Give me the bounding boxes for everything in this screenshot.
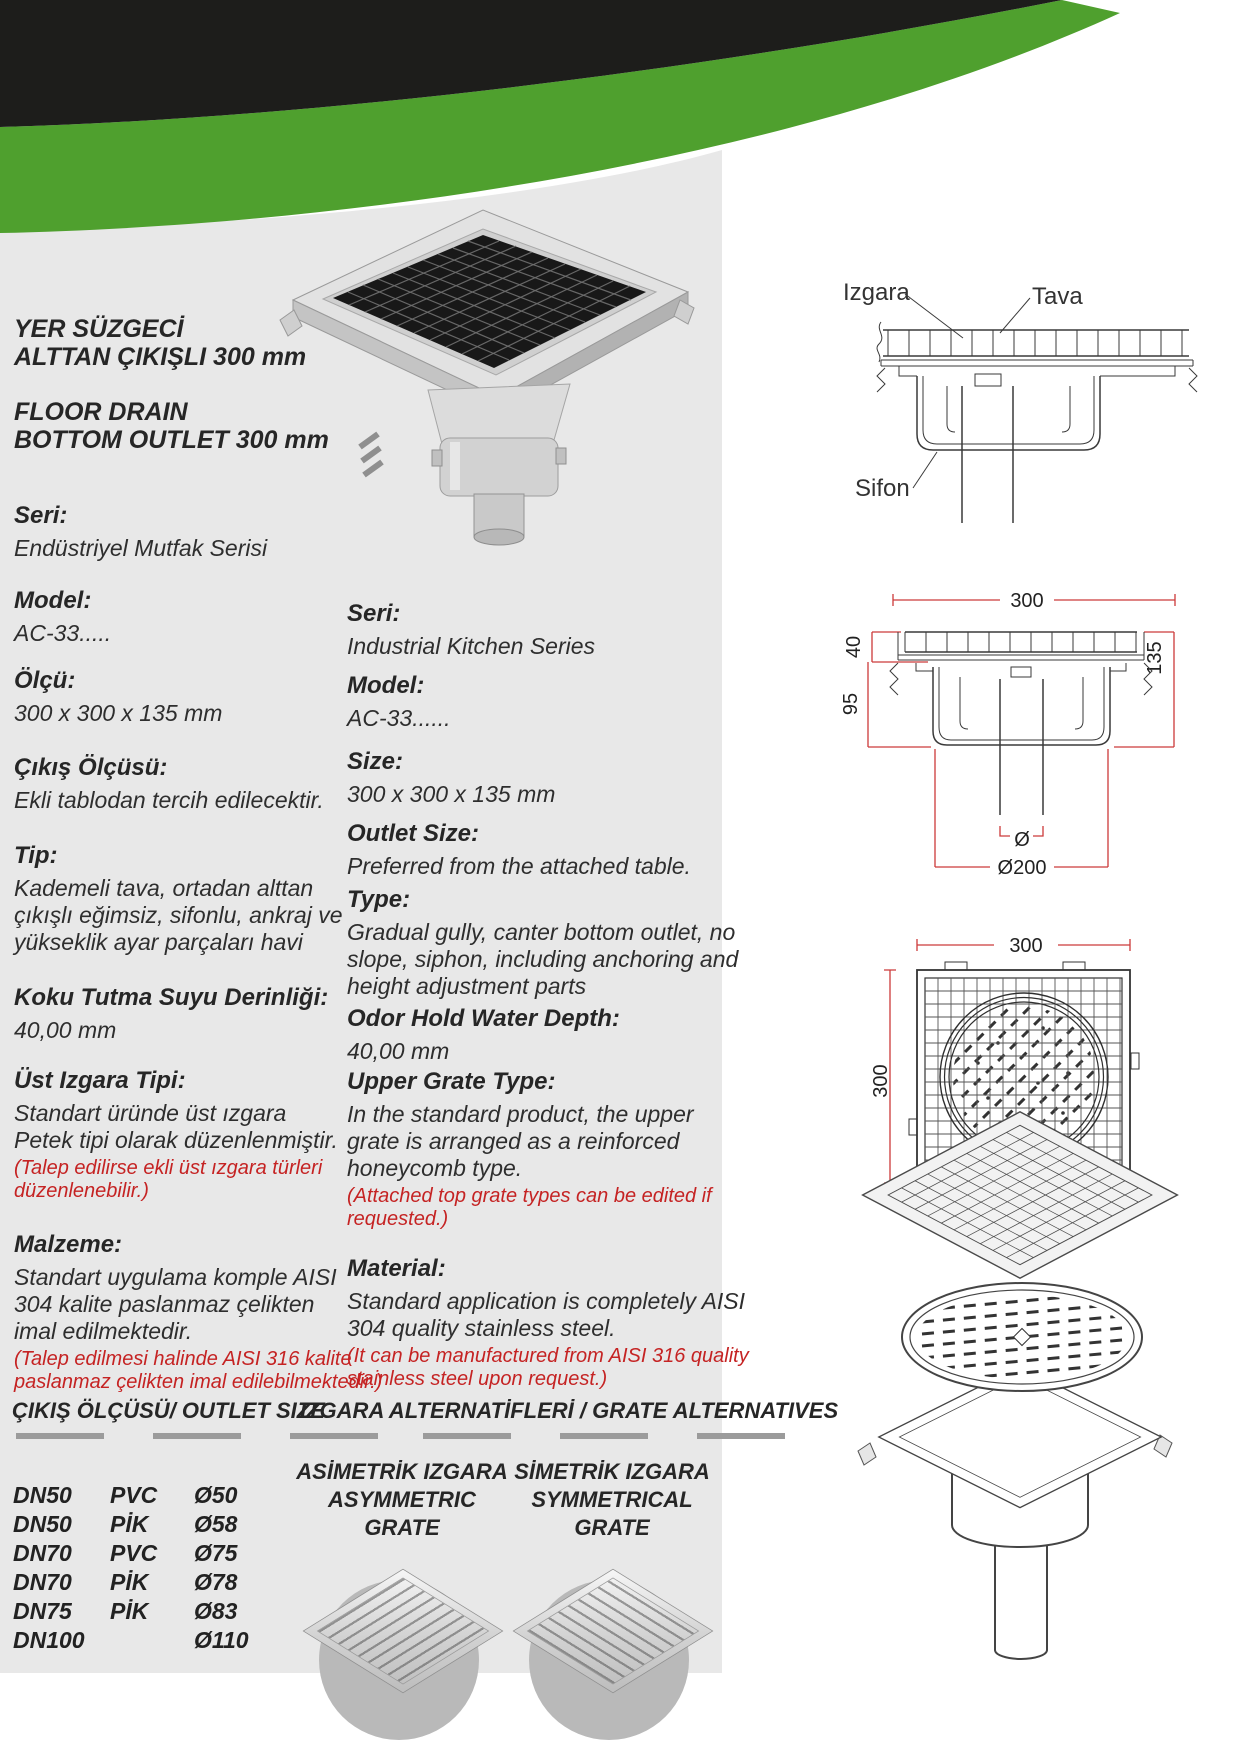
page-title-turkish: YER SÜZGECİ ALTTAN ÇIKIŞLI 300 mm	[14, 315, 307, 371]
spec-title: Seri:	[14, 502, 68, 529]
anchor-hooks	[890, 663, 1152, 695]
spec-body: Standart üründe üst ızgara Petek tipi olarak düzenlenmiştir.	[14, 1100, 338, 1153]
cell-material	[110, 1628, 194, 1657]
cross-section-dimensioned-drawing	[840, 583, 1241, 883]
spec-title: Ölçü:	[14, 667, 76, 694]
dim-plan-height: 300	[870, 1064, 892, 1098]
table-row	[13, 1512, 314, 1541]
spec-body: Preferred from the attached table.	[347, 853, 691, 879]
cell-dn: DN50	[13, 1511, 72, 1537]
cell-diameter: Ø50	[194, 1482, 238, 1508]
dim-total-height: 135	[1144, 641, 1166, 675]
siphon-bell	[947, 386, 1070, 432]
spec-title: Odor Hold Water Depth:	[347, 1005, 620, 1032]
outlet-size-table	[13, 1483, 314, 1657]
spec-note: (Attached top grate types can be edited requested.)	[347, 1185, 697, 1230]
spec-body: 300 x 300 x 135 mm	[347, 781, 556, 807]
spec-body: Endüstriyel Mutfak Serisi	[14, 535, 268, 561]
spec-body: Standard application is completely AISI 304 quality stainless steel.	[347, 1288, 746, 1341]
table-row	[13, 1541, 314, 1570]
spec-section	[347, 673, 697, 735]
spec-body: Standart uygulama komple AISI 304 kalite paslanmaz çelikten imal edilmektedir.	[14, 1264, 337, 1344]
cell-diameter: Ø78	[194, 1569, 238, 1595]
spec-title: Upper Grate Type:	[347, 1068, 556, 1095]
spec-title: Üst Izgara Tipi:	[14, 1067, 186, 1094]
spec-title: Size:	[347, 748, 404, 775]
cell-diameter: Ø83	[194, 1598, 238, 1624]
spec-title: Model:	[14, 587, 92, 614]
cell-dn: DN70	[13, 1569, 72, 1595]
spec-note: (Talep edilmesi halinde AISI 316 kalite paslanmaz çelikten imal edilebilmektedir.)	[14, 1348, 383, 1393]
spec-title: Malzeme:	[14, 1231, 123, 1258]
separator-bar	[560, 1433, 648, 1439]
table-row	[13, 1570, 314, 1599]
grate-image	[307, 1554, 497, 1754]
isometric-exploded-drawing	[790, 1085, 1241, 1725]
spec-section	[347, 1069, 697, 1231]
cell-dn: DN70	[13, 1540, 72, 1566]
spec-section	[347, 1006, 697, 1068]
label-izgara: Izgara	[843, 279, 910, 306]
table-row	[13, 1599, 314, 1628]
grate-name	[296, 1458, 508, 1542]
grate-name-turkish: ASİMETRİK IZGARA	[296, 1459, 508, 1484]
dim-body-height: 95	[840, 692, 862, 716]
cell-material: PİK	[110, 1569, 149, 1595]
spec-section	[14, 755, 364, 817]
spec-body: Ekli tablodan tercih edilecektir.	[14, 787, 324, 813]
cell-material: PİK	[110, 1511, 149, 1537]
grate-alternatives-header: IZGARA ALTERNATİFLERİ / GRATE ALTERNATIVES	[300, 1398, 839, 1423]
spec-body: In the standard product, the upper grate is arranged as a reinforced honeycomb type.	[347, 1101, 694, 1181]
grate-card	[506, 1458, 718, 1754]
spec-title: Model:	[347, 672, 425, 699]
cell-diameter: Ø58	[194, 1511, 238, 1537]
table-row	[13, 1628, 314, 1657]
spec-body: AC-33.....	[14, 620, 112, 646]
grate-plate	[513, 1569, 714, 1694]
table-row	[13, 1483, 314, 1512]
spec-section	[347, 821, 697, 883]
spec-section	[347, 749, 697, 811]
dim-outlet-diameter: Ø	[1014, 829, 1030, 851]
outlet-pipe	[995, 1535, 1047, 1659]
grate-name-turkish: SİMETRİK IZGARA	[514, 1459, 710, 1484]
spec-note: (It can be manufactured from AISI 316 stainless steel upon request.)	[347, 1345, 686, 1390]
spec-section	[14, 503, 364, 565]
cell-material: PVC	[110, 1540, 158, 1566]
break-line	[877, 322, 882, 362]
spec-body: 40,00 mm	[14, 1017, 117, 1043]
spec-body: Kademeli tava, ortadan alttan çıkışlı eğimsiz, sifonlu, ankraj ve yükseklik ayar parçaları havi	[14, 875, 343, 955]
dim-flange-diameter: Ø200	[997, 857, 1047, 879]
outlet-pipe-lines	[962, 386, 1013, 523]
cell-diameter: Ø75	[194, 1540, 238, 1566]
spec-body: AC-33......	[347, 705, 451, 731]
spec-title: Koku Tutma Suyu Derinliği:	[14, 984, 329, 1011]
cross-section-labeled-drawing	[833, 238, 1241, 538]
page-title-english: FLOOR DRAIN BOTTOM OUTLET 300 mm	[14, 398, 329, 454]
separator-bar	[16, 1433, 104, 1439]
spec-body: 40,00 mm	[347, 1038, 450, 1064]
grate-name-english: ASYMMETRIC GRATE	[328, 1487, 476, 1540]
grate-name-english: SYMMETRICAL GRATE	[531, 1487, 693, 1540]
outlet-size-header: ÇIKIŞ ÖLÇÜSÜ/ OUTLET SIZE	[12, 1398, 325, 1423]
dim-plan-width: 300	[1009, 935, 1043, 957]
cell-material: PİK	[110, 1598, 149, 1624]
separator-bar	[290, 1433, 378, 1439]
spec-body: Gradual gully, canter bottom outlet, no slope, siphon, including anchoring height adjustment parts	[347, 919, 736, 999]
grate-bars	[888, 330, 1182, 356]
top-grate	[863, 1112, 1178, 1278]
spec-section	[14, 1231, 383, 1394]
anchor-bracket	[360, 434, 382, 475]
grate-bars	[905, 632, 1136, 652]
cell-diameter: Ø110	[194, 1627, 249, 1653]
spec-title: Seri:	[347, 600, 401, 627]
separator-bar	[423, 1433, 511, 1439]
anchor-hooks	[877, 368, 1197, 392]
label-sifon: Sifon	[855, 475, 910, 502]
spec-title: Tip:	[14, 842, 58, 869]
spec-body: 300 x 300 x 135 mm	[14, 700, 223, 726]
spec-title: Type:	[347, 886, 411, 913]
grate-plate	[303, 1569, 504, 1694]
dim-top-width: 300	[1010, 590, 1044, 612]
cell-dn: DN100	[13, 1627, 85, 1653]
separator-bar	[153, 1433, 241, 1439]
siphon-bell	[960, 677, 1083, 729]
cell-dn: DN50	[13, 1482, 72, 1508]
spec-section	[14, 985, 364, 1047]
spec-section	[347, 886, 736, 1003]
label-tava: Tava	[1032, 283, 1083, 310]
spec-title: Çıkış Ölçüsü:	[14, 754, 168, 781]
spec-section	[14, 843, 364, 959]
spec-body: Industrial Kitchen Series	[347, 633, 596, 659]
outlet-pipe-lines	[1000, 679, 1043, 815]
grate-name	[506, 1458, 718, 1542]
spec-section	[347, 1255, 746, 1391]
spec-section	[14, 1068, 364, 1203]
spec-title: Material:	[347, 1255, 446, 1282]
grate-card	[296, 1458, 508, 1754]
cell-dn: DN75	[13, 1598, 72, 1624]
spec-note: (Talep edilirse ekli üst ızgara türleri düzenlenebilir.)	[14, 1157, 323, 1202]
spec-section	[347, 601, 697, 663]
spec-section	[14, 588, 364, 650]
dim-grate-height: 40	[843, 635, 865, 659]
spec-title: Outlet Size:	[347, 820, 480, 847]
funnel-body	[428, 384, 570, 444]
spec-section	[14, 668, 364, 730]
grate-image	[517, 1554, 707, 1754]
separator-bar	[697, 1433, 785, 1439]
pan-outline	[917, 376, 1100, 450]
cell-material: PVC	[110, 1482, 158, 1508]
